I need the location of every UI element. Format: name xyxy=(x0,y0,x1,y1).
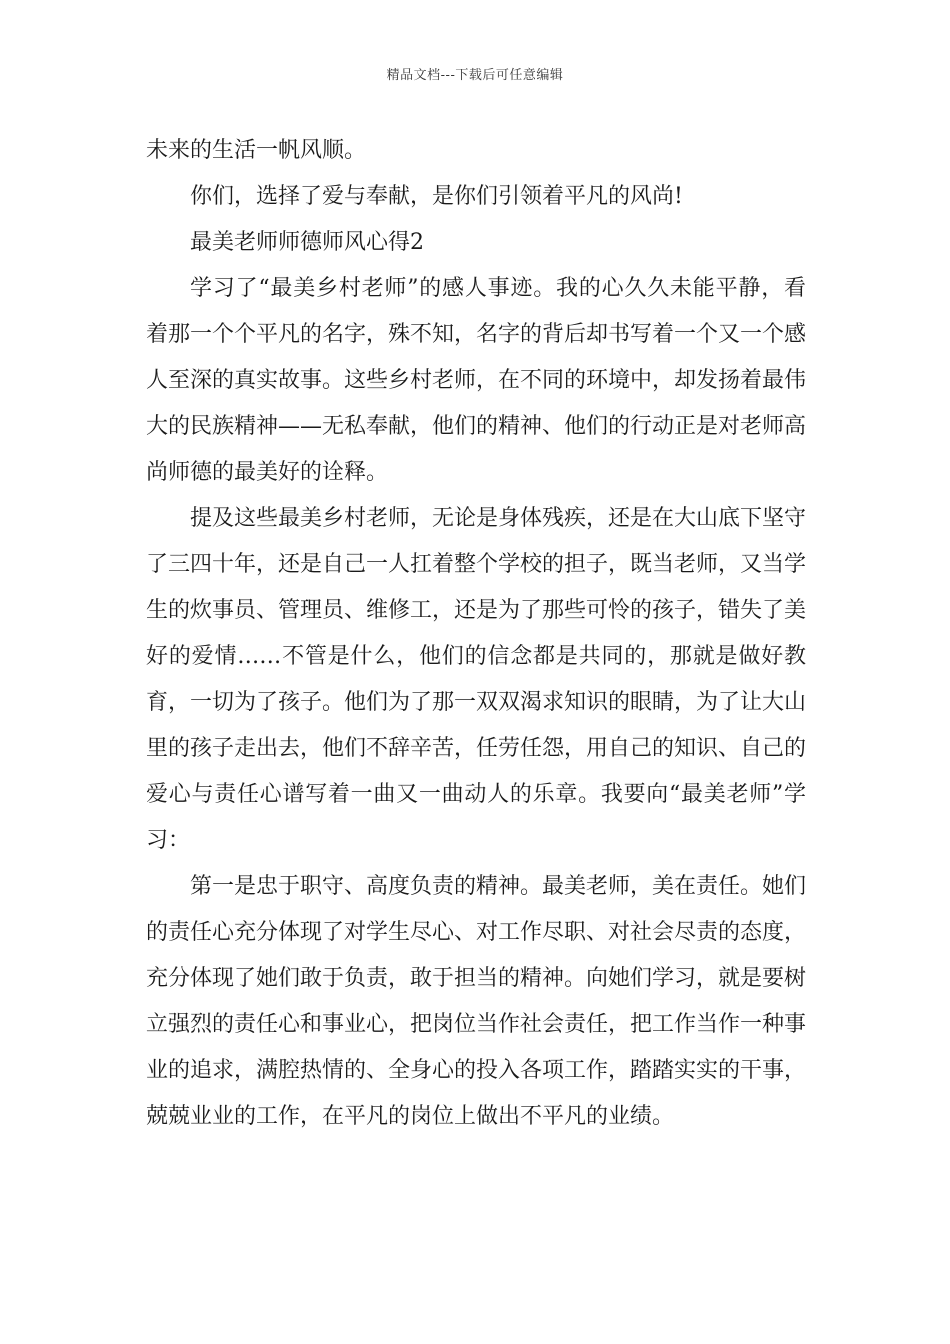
document-body xyxy=(146,128,806,1140)
section-title: 最美老师师德师风心得2 xyxy=(190,230,424,255)
paragraph-dedication: 你们，选择了爱与奉献，是你们引领着平凡的风尚! xyxy=(190,184,683,209)
paragraph-continuation: 未来的生活一帆风顺。 xyxy=(146,138,367,163)
paragraph-teachers: 提及这些最美乡村老师，无论是身体残疾，还是在大山底下坚守了三四十年，还是自己一人扛着整个学校的担子，既当老师，又当学生的炊事员、管理员、维修工，还是为了那些可怜的孩子，错失了美好的爱情……不管是什么，他们的信念都是共同的，那就是做好教育，一切为了孩子。他们为了那一双双渴求知识的眼睛，为了让大山里的孩子走出去，他们不辞辛苦，任劳任怨，用自己的知识、自己的爱心与责任心谱写着一曲又一曲动人的乐章。我要向“最美老师”学习： xyxy=(146,506,807,853)
paragraph-intro: 学习了“最美乡村老师”的感人事迹。我的心久久未能平静，看着那一个个平凡的名字，殊不知，名字的背后却书写着一个又一个感人至深的真实故事。这些乡村老师，在不同的环境中，却发扬着最伟大的民族精神——无私奉献，他们的精神、他们的行动正是对老师高尚师德的最美好的诠释。 xyxy=(146,276,807,485)
paragraph-first-point: 第一是忠于职守、高度负责的精神。最美老师，美在责任。她们的责任心充分体现了对学生尽心、对工作尽职、对社会尽责的态度，充分体现了她们敢于负责，敢于担当的精神。向她们学习，就是要树立强烈的责任心和事业心，把岗位当作社会责任，把工作当作一种事业的追求，满腔热情的、全身心的投入各项工作，踏踏实实的干事，兢兢业业的工作，在平凡的岗位上做出不平凡的业绩。 xyxy=(146,874,807,1129)
page-header: 精品文档---下载后可任意编辑 xyxy=(386,68,564,83)
